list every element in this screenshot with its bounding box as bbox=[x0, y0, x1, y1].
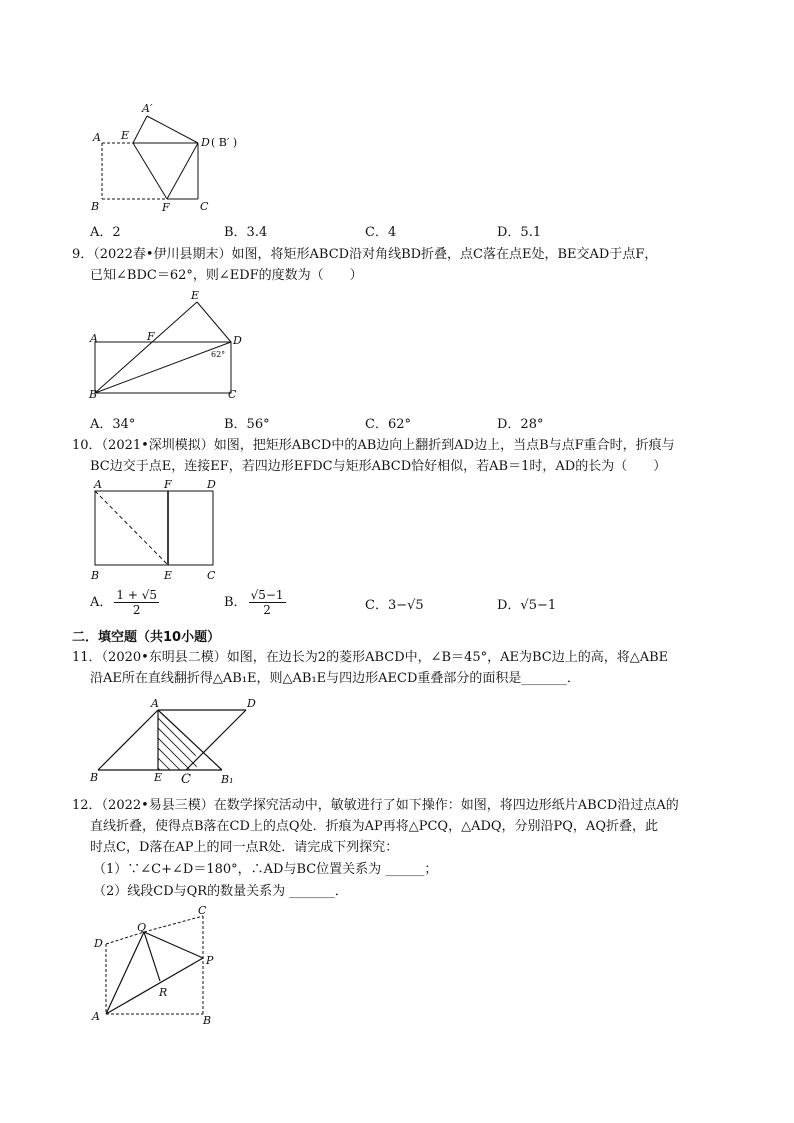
q10-option-a-prefix: A． bbox=[90, 595, 113, 610]
q9-option-b: B．56° bbox=[224, 417, 270, 432]
q8-label-b-prime: ( B′ ) bbox=[211, 136, 238, 149]
q12-text-line3: 时点C，D落在AP上的同一点R处．请完成下列探究： bbox=[90, 840, 399, 855]
q9-option-c: C．62° bbox=[365, 417, 411, 432]
q12-subquestion-1: （1）∵∠C+∠D＝180°，∴AD与BC位置关系为 ______； bbox=[93, 862, 438, 877]
q10-label-b: B bbox=[91, 569, 100, 582]
q12-label-d: D bbox=[94, 937, 103, 950]
q11-label-b1: B₁ bbox=[221, 773, 234, 786]
q8-label-a-prime: A′ bbox=[142, 102, 153, 115]
q10-option-d: D．√5−1 bbox=[497, 598, 557, 613]
q10-option-b-numerator: √5−1 bbox=[250, 588, 284, 602]
q9-label-angle: 62° bbox=[211, 350, 226, 359]
q10-label-a: A bbox=[94, 478, 102, 491]
q9-label-b: B bbox=[89, 388, 98, 401]
q12-subquestion-2: （2）线段CD与QR的数量关系为 _______． bbox=[93, 884, 348, 899]
q8-label-e: E bbox=[121, 129, 130, 142]
q8-option-c: C．4 bbox=[365, 225, 397, 240]
q11-label-c: C bbox=[181, 772, 191, 787]
q10-option-b-prefix: B． bbox=[224, 595, 247, 610]
q11-label-a: A bbox=[151, 697, 159, 710]
q9-label-c: C bbox=[228, 388, 237, 401]
q10-label-c: C bbox=[207, 569, 216, 582]
q11-text-line2: 沿AE所在直线翻折得△AB₁E，则△AB₁E与四边形AECD重叠部分的面积是_______． bbox=[90, 671, 580, 686]
q12-text-line2: 直线折叠，使得点B落在CD上的点Q处．折痕为AP再将△PCQ，△ADQ，分别沿PQ，AQ折叠，此 bbox=[90, 819, 658, 834]
q9-text-line2: 已知∠BDC＝62°，则∠EDF的度数为（ ） bbox=[90, 268, 363, 283]
q9-label-f: F bbox=[147, 330, 155, 343]
q10-text-line1: 10．（2021•深圳模拟）如图，把矩形ABCD中的AB边向上翻折到AD边上，当点B与点F重合时，折痕与 bbox=[72, 438, 675, 453]
q8-label-f: F bbox=[162, 201, 170, 214]
q9-label-d: D bbox=[233, 334, 242, 347]
q12-text-line1: 12．（2022•易县三模）在数学探究活动中，敏敏进行了如下操作：如图，将四边形纸片ABCD沿过点A的 bbox=[72, 798, 679, 813]
q10-label-e: E bbox=[164, 569, 173, 582]
section-fill-in-title: 二．填空题（共10小题） bbox=[72, 630, 221, 645]
q10-option-c: C．3−√5 bbox=[365, 598, 424, 613]
q11-label-e: E bbox=[154, 771, 163, 784]
q11-text-line1: 11．（2020•东明县二模）如图，在边长为2的菱形ABCD中，∠B＝45°，AE为BC边上的高，将△ABE bbox=[72, 650, 669, 665]
q10-option-a-numerator: 1 + √5 bbox=[116, 588, 157, 602]
q10-text-line2: BC边交于点E，连接EF，若四边形EFDC与矩形ABCD恰好相似，若AB＝1时，AD的长为（ ） bbox=[90, 459, 667, 474]
q10-label-d: D bbox=[207, 478, 216, 491]
q10-label-f: F bbox=[164, 478, 172, 491]
q12-label-p: P bbox=[206, 954, 214, 967]
q9-label-e: E bbox=[191, 289, 200, 302]
q12-label-r: R bbox=[159, 986, 168, 999]
q8-option-a: A．2 bbox=[90, 225, 121, 240]
q12-label-a: A bbox=[92, 1010, 100, 1023]
q11-label-b: B bbox=[90, 771, 99, 784]
q8-label-a: A bbox=[93, 131, 101, 144]
q8-label-d: D bbox=[201, 136, 210, 149]
q8-option-b: B．3.4 bbox=[224, 225, 268, 240]
q9-label-a: A bbox=[90, 332, 98, 345]
q8-label-c: C bbox=[200, 200, 209, 213]
q8-label-b: B bbox=[91, 200, 100, 213]
q9-option-a: A．34° bbox=[90, 417, 136, 432]
q12-label-c: C bbox=[198, 904, 207, 917]
q11-label-d: D bbox=[247, 697, 256, 710]
q10-option-a-denominator: 2 bbox=[132, 603, 141, 617]
q9-option-d: D．28° bbox=[497, 417, 544, 432]
q10-option-b-denominator: 2 bbox=[263, 603, 271, 617]
q9-text-line1: 9．（2022春•伊川县期末）如图，将矩形ABCD沿对角线BD折叠，点C落在点E处，BE交AD于点F， bbox=[72, 247, 658, 262]
q12-label-q: Q bbox=[137, 921, 147, 934]
q8-option-d: D．5.1 bbox=[497, 225, 542, 240]
q12-label-b: B bbox=[203, 1014, 212, 1027]
